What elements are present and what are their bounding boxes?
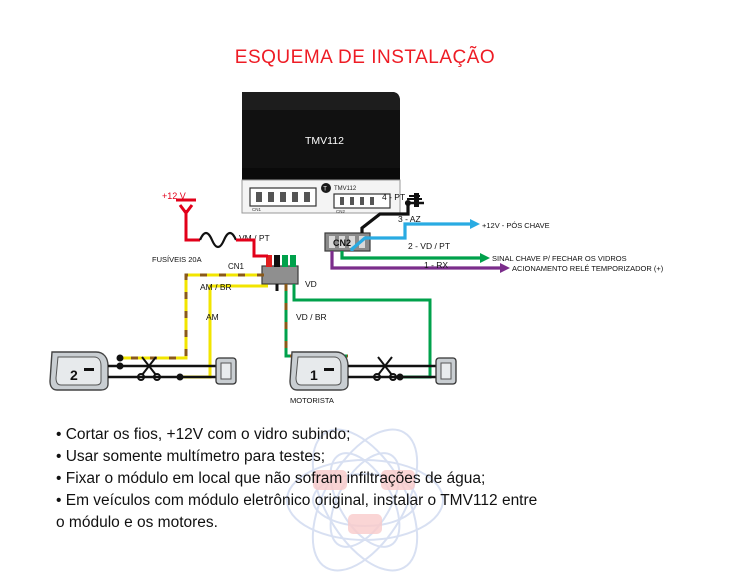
svg-text:T: T [323, 186, 327, 193]
terminal-3-desc: +12V - PÓS CHAVE [482, 221, 550, 230]
circuit-yellow [120, 275, 268, 377]
wire-vm-pt-label: VM / PT [239, 233, 270, 243]
cn1-panel-label: CN1 [252, 207, 262, 212]
installation-notes [56, 424, 676, 534]
wire-vd-br-label: VD / BR [296, 312, 327, 322]
cn2-panel-label: CN2 [336, 209, 346, 214]
note-3: • Fixar o módulo em local que não sofram infiltrações de água; [56, 470, 486, 487]
motor-2-assembly [50, 352, 236, 390]
terminal-4-id: 4 - PT [382, 192, 406, 202]
cn1-harness [262, 255, 298, 284]
wire-am-br-label: AM / BR [200, 282, 232, 292]
power-label: +12 V [162, 191, 186, 201]
module-badge: TMV112 [334, 186, 357, 192]
wire-am-label: AM [206, 312, 219, 322]
note-4: • Em veículos com módulo eletrônico original, instalar o TMV112 entre [56, 492, 538, 509]
terminal-1-desc: ACIONAMENTO RELÉ TEMPORIZADOR (+) [512, 264, 664, 273]
note-1: • Cortar os fios, +12V com o vidro subindo; [56, 426, 351, 443]
terminal-2-desc: SINAL CHAVE P/ FECHAR OS VIDROS [492, 254, 627, 263]
note-5: o módulo e os motores. [56, 514, 218, 531]
fuse-label: FUSÍVEIS 20A [152, 255, 202, 264]
motor-1-number: 1 [310, 367, 318, 383]
terminal-2-id: 2 - VD / PT [408, 241, 451, 251]
module-bottom-panel [242, 180, 400, 214]
cn2-callout: CN2 [333, 238, 352, 248]
module-front-label: TMV112 [305, 135, 344, 147]
terminal-1-id: 1 - RX [424, 260, 449, 270]
motorista-label: MOTORISTA [290, 396, 334, 405]
note-2: • Usar somente multímetro para testes; [56, 448, 326, 465]
page-title: ESQUEMA DE INSTALAÇÃO [234, 47, 496, 68]
cn1-label: CN1 [228, 262, 245, 271]
motor-2-number: 2 [70, 367, 78, 383]
terminal-3-id: 3 - AZ [398, 214, 421, 224]
wire-vd-label: VD [305, 279, 317, 289]
